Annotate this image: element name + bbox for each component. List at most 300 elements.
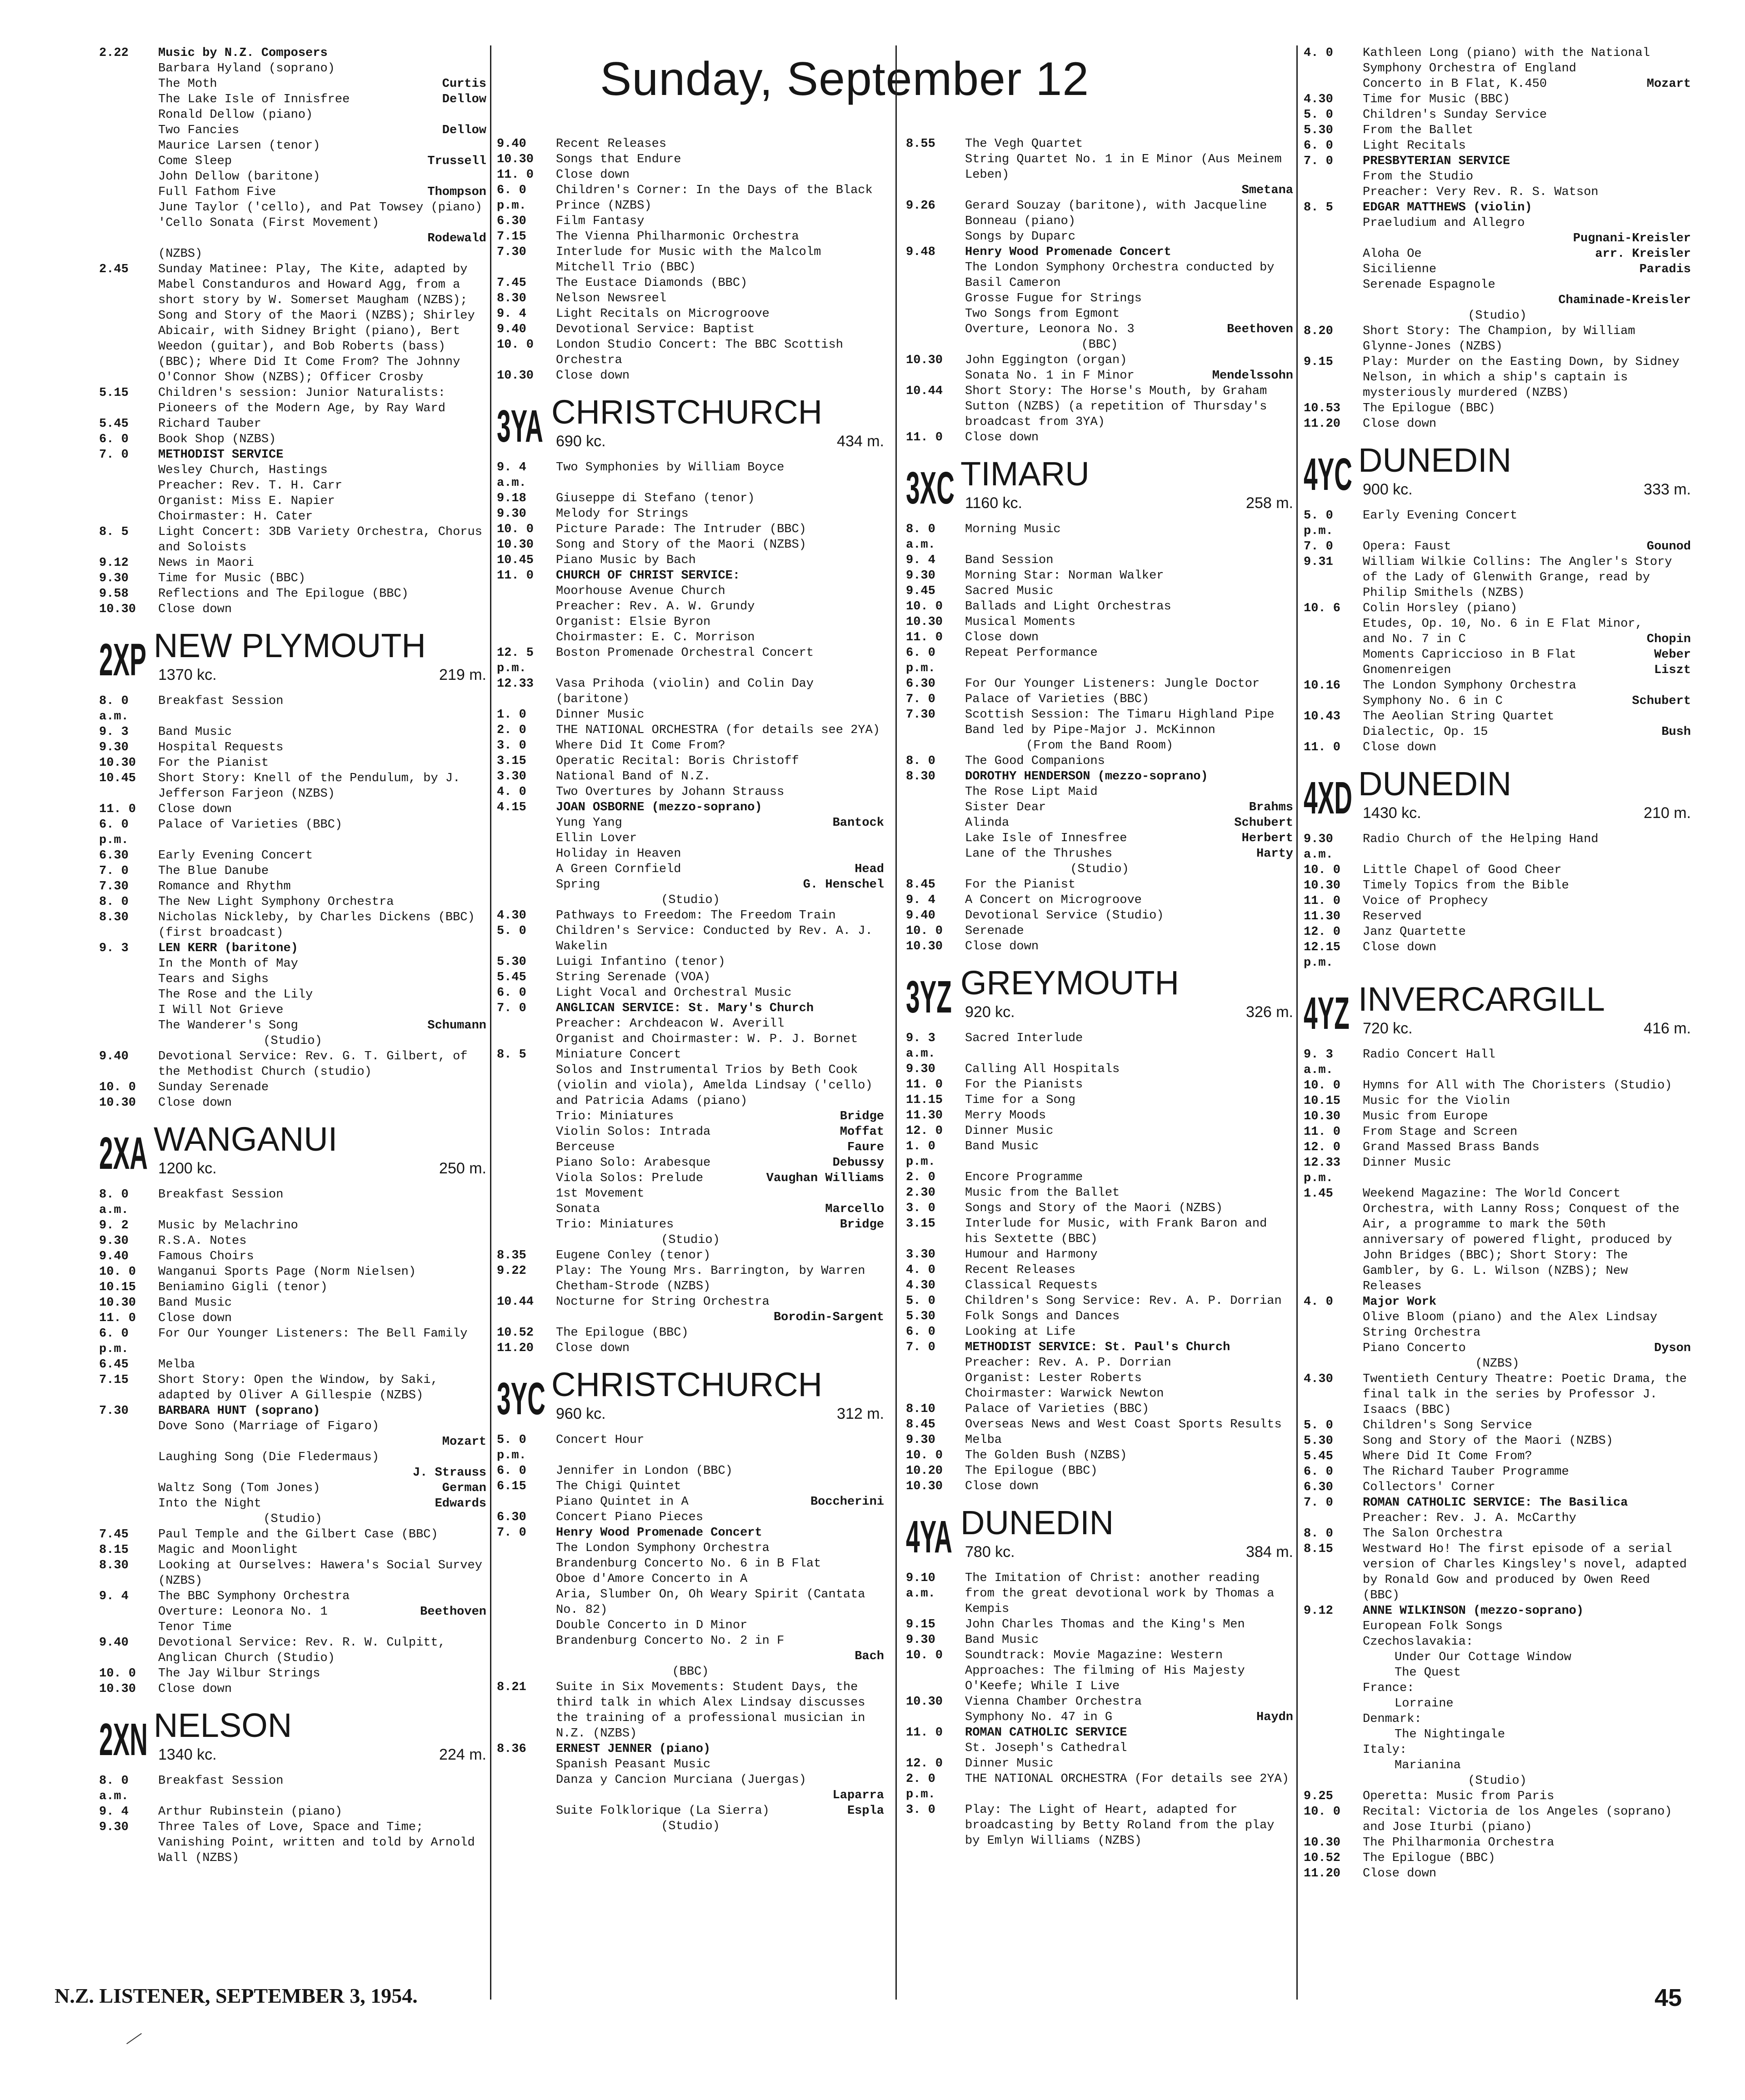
program-title: Early Evening Concert bbox=[1363, 509, 1518, 523]
program-time: 5. 0 bbox=[1304, 1419, 1333, 1432]
program-entry bbox=[1304, 1140, 1691, 1155]
program-title: Operatic Recital: Boris Christoff bbox=[556, 754, 799, 768]
program-entry bbox=[497, 306, 884, 322]
program-title: Music by N.Z. Composers bbox=[158, 46, 328, 60]
program-title: Close down bbox=[158, 1682, 232, 1696]
program-entry bbox=[906, 707, 1293, 738]
program-item bbox=[906, 831, 1293, 846]
program-title: Radio Church of the Helping Hand bbox=[1363, 833, 1599, 846]
program-entry bbox=[906, 1077, 1293, 1092]
program-entry bbox=[1304, 539, 1691, 554]
program-title: Vasa Prihoda (violin) and Colin Day (baritone) bbox=[556, 677, 814, 706]
program-time: 7. 0 bbox=[1304, 1496, 1333, 1510]
program-time: 4. 0 bbox=[906, 1263, 935, 1277]
station-wavelength: 224 m. bbox=[439, 1746, 486, 1763]
program-title: Palace of Varieties (BBC) bbox=[965, 1402, 1150, 1416]
program-time: 6.30 bbox=[99, 849, 129, 863]
program-time: 9.15 bbox=[906, 1618, 935, 1631]
program-time: 11.20 bbox=[1304, 1867, 1341, 1881]
program-entry bbox=[99, 1804, 486, 1820]
program-composer: Gounod bbox=[1646, 540, 1691, 554]
station-frequency: 920 kc. bbox=[965, 1003, 1015, 1021]
program-entry bbox=[906, 1448, 1293, 1463]
program-entry bbox=[497, 183, 884, 214]
program-item bbox=[906, 322, 1293, 337]
program-entry bbox=[99, 724, 486, 740]
station-wavelength: 326 m. bbox=[1246, 1003, 1293, 1021]
program-time: 10. 0 bbox=[1304, 863, 1341, 877]
program-title: Where Did It Come From? bbox=[556, 739, 725, 753]
station-wavelength: 258 m. bbox=[1246, 494, 1293, 512]
station-wavelength: 210 m. bbox=[1644, 804, 1691, 822]
program-detail: I Will Not Grieve bbox=[158, 1003, 284, 1017]
program-time: 9.30 bbox=[906, 1433, 935, 1447]
program-time: 8. 5 bbox=[497, 1048, 526, 1062]
program-time: 9.30 bbox=[906, 1062, 935, 1076]
program-title: Sunday Matinee: Play, The Kite, adapted by Mabel Constanduros and Howard Agg, from a short story by W. Somerset Maugham (NZBS); Song and Story of the Maori (NZBS); Shirley Abicair, with Sidney Bright (piano), Bert Weedon (guitar), and Bob Roberts (bass) (BBC); Where Did It Come From? The Johnny O'Connor Show (NZBS); Officer Crosby bbox=[158, 263, 475, 384]
program-entry bbox=[497, 753, 884, 769]
program-title: Sacred Interlude bbox=[965, 1032, 1083, 1045]
program-detail: The London Symphony Orchestra conducted by Basil Cameron bbox=[965, 261, 1275, 290]
program-entry bbox=[906, 692, 1293, 707]
program-title: The Blue Danube bbox=[158, 864, 269, 878]
program-entry bbox=[906, 1725, 1293, 1741]
program-entry bbox=[497, 491, 884, 506]
program-time: 3. 0 bbox=[497, 739, 526, 753]
program-time: 8.10 bbox=[906, 1402, 935, 1416]
program-time: 10.52 bbox=[1304, 1851, 1341, 1865]
program-time: 12.33 p.m. bbox=[1304, 1156, 1341, 1185]
program-time: 7.30 bbox=[99, 1404, 129, 1418]
program-title: Song and Story of the Maori (NZBS) bbox=[1363, 1434, 1613, 1448]
item-title: Alinda bbox=[965, 816, 1010, 830]
item-composer: Bach bbox=[855, 1650, 884, 1663]
program-title: William Wilkie Collins: The Angler's Story of the Lady of Glenwith Grange, read by Philip Smithels (NZBS) bbox=[1363, 555, 1672, 600]
program-entry bbox=[906, 1216, 1293, 1247]
program-title: Where Did It Come From? bbox=[1363, 1450, 1532, 1463]
station-name: INVERCARGILL bbox=[1358, 980, 1605, 1018]
station-header bbox=[1304, 442, 1691, 501]
item-composer: Dellow bbox=[442, 93, 486, 106]
program-time: 10.30 bbox=[906, 1695, 943, 1709]
program-time: 11.20 bbox=[1304, 417, 1341, 431]
program-time: 10.20 bbox=[906, 1464, 943, 1478]
program-title: Humour and Harmony bbox=[965, 1248, 1098, 1262]
program-time: 3.15 bbox=[497, 754, 526, 768]
program-entry bbox=[99, 879, 486, 894]
program-title: Close down bbox=[1363, 1867, 1437, 1881]
program-entry bbox=[1304, 678, 1691, 693]
program-time: 11. 0 bbox=[497, 569, 534, 583]
program-source: (Studio) bbox=[1468, 309, 1527, 323]
program-detail: Italy: bbox=[1363, 1743, 1407, 1757]
program-title: Romance and Rhythm bbox=[158, 880, 291, 893]
item-composer: Rodewald bbox=[427, 232, 486, 245]
program-time: 11.20 bbox=[497, 1342, 534, 1355]
station-name: DUNEDIN bbox=[1358, 441, 1512, 479]
program-time: 6. 0 bbox=[1304, 139, 1333, 153]
item-composer: Beethoven bbox=[420, 1605, 486, 1619]
program-entry bbox=[99, 432, 486, 447]
program-title: Interlude for Music, with Frank Baron and his Sextette (BBC) bbox=[965, 1217, 1267, 1246]
program-title: Time for Music (BBC) bbox=[1363, 93, 1510, 106]
program-entry bbox=[906, 1417, 1293, 1432]
program-title: Close down bbox=[158, 603, 232, 616]
program-title: Close down bbox=[556, 369, 630, 383]
program-entry bbox=[497, 1263, 884, 1294]
program-time: 4. 0 bbox=[497, 785, 526, 799]
program-entry bbox=[497, 1479, 884, 1494]
program-entry bbox=[99, 262, 486, 385]
program-title: Gerard Souzay (baritone), with Jacqueline Bonneau (piano) bbox=[965, 199, 1267, 228]
program-title: Light Vocal and Orchestral Music bbox=[556, 986, 792, 1000]
program-time: 10.15 bbox=[99, 1281, 136, 1294]
program-time: 2. 0 bbox=[497, 723, 526, 737]
program-time: 9.45 bbox=[906, 584, 935, 598]
program-entry bbox=[906, 893, 1293, 908]
program-detail: Czechoslavakia: bbox=[1363, 1635, 1474, 1649]
program-time: 9.30 bbox=[99, 572, 129, 585]
program-title: For the Pianist bbox=[158, 756, 269, 770]
station-wavelength: 219 m. bbox=[439, 666, 486, 683]
program-entry bbox=[99, 45, 486, 61]
item-title: Viola Solos: Prelude bbox=[556, 1172, 704, 1185]
program-time: 10.30 bbox=[906, 354, 943, 367]
program-detail: Danza y Cancion Murciana (Juergas) bbox=[556, 1773, 806, 1787]
program-time: 9. 4 bbox=[906, 893, 935, 907]
program-title: For the Pianist bbox=[965, 878, 1076, 892]
program-item bbox=[1304, 632, 1691, 647]
program-time: 11. 0 bbox=[99, 803, 136, 816]
program-detail: Organist and Choirmaster: W. P. J. Bornet bbox=[556, 1033, 858, 1046]
program-entry bbox=[497, 244, 884, 275]
program-entry bbox=[99, 771, 486, 802]
program-time: 10.30 bbox=[99, 756, 136, 770]
program-title: Early Evening Concert bbox=[158, 849, 313, 863]
program-entry bbox=[497, 337, 884, 368]
program-entry bbox=[1304, 354, 1691, 401]
program-time: 5. 0 p.m. bbox=[497, 1433, 526, 1462]
program-time: 10. 0 bbox=[99, 1667, 136, 1681]
program-time: 7.45 bbox=[99, 1528, 129, 1541]
program-title: Looking at Life bbox=[965, 1325, 1076, 1339]
program-detail: Wesley Church, Hastings bbox=[158, 464, 328, 477]
program-time: 1.45 bbox=[1304, 1187, 1333, 1201]
program-title: Pathways to Freedom: The Freedom Train bbox=[556, 909, 836, 923]
program-time: 10.45 bbox=[497, 554, 534, 567]
program-time: 1. 0 bbox=[497, 708, 526, 722]
item-composer: Espla bbox=[847, 1804, 884, 1818]
program-title: JOAN OSBORNE (mezzo-soprano) bbox=[556, 801, 762, 814]
item-title: A Green Cornfield bbox=[556, 863, 681, 876]
program-entry bbox=[99, 894, 486, 910]
program-entry bbox=[99, 755, 486, 771]
item-title: The Lake Isle of Innisfree bbox=[158, 93, 350, 106]
program-time: 10.15 bbox=[1304, 1094, 1341, 1108]
program-title: ANNE WILKINSON (mezzo-soprano) bbox=[1363, 1604, 1584, 1618]
program-time: 4.30 bbox=[497, 909, 526, 923]
station-wavelength: 384 m. bbox=[1246, 1543, 1293, 1561]
program-time: 10. 0 bbox=[497, 523, 534, 536]
program-title: Light Recitals bbox=[1363, 139, 1466, 153]
program-entry bbox=[1304, 1526, 1691, 1541]
program-title: Calling All Hospitals bbox=[965, 1062, 1120, 1076]
program-title: Time for a Song bbox=[965, 1093, 1076, 1107]
program-title: Collectors' Corner bbox=[1363, 1481, 1495, 1494]
program-title: Opera: Faust bbox=[1363, 540, 1451, 554]
program-entry bbox=[497, 923, 884, 954]
program-title: Arthur Rubinstein (piano) bbox=[158, 1805, 343, 1819]
item-title: The Moth bbox=[158, 77, 217, 91]
program-time: 8.30 bbox=[497, 292, 526, 305]
program-time: 8. 5 bbox=[1304, 201, 1333, 214]
program-entry bbox=[99, 1080, 486, 1095]
station-name: CHRISTCHURCH bbox=[551, 393, 823, 431]
program-time: 6. 0 bbox=[497, 1464, 526, 1478]
program-title: From the Ballet bbox=[1363, 124, 1474, 137]
program-title: ERNEST JENNER (piano) bbox=[556, 1742, 711, 1756]
program-entry bbox=[99, 941, 486, 956]
program-title: Famous Choirs bbox=[158, 1250, 254, 1263]
station-frequency: 900 kc. bbox=[1363, 481, 1413, 498]
program-title: Major Work bbox=[1363, 1295, 1437, 1309]
program-title: Encore Programme bbox=[965, 1171, 1083, 1184]
program-entry bbox=[906, 1201, 1293, 1216]
program-item bbox=[497, 1171, 884, 1186]
program-entry bbox=[497, 645, 884, 676]
program-time: 1. 0 p.m. bbox=[906, 1140, 935, 1169]
program-entry bbox=[497, 1741, 884, 1757]
item-title: Lake Isle of Innesfree bbox=[965, 832, 1127, 845]
program-time: 5. 0 bbox=[1304, 108, 1333, 122]
program-time: 10.30 bbox=[906, 940, 943, 953]
program-time: 11.30 bbox=[1304, 910, 1341, 923]
station-name: CHRISTCHURCH bbox=[551, 1366, 823, 1403]
station-header bbox=[906, 1504, 1293, 1563]
program-title: THE NATIONAL ORCHESTRA (For details see 2YA) bbox=[965, 1772, 1289, 1786]
station-header bbox=[906, 455, 1293, 514]
program-time: 4. 0 bbox=[1304, 46, 1333, 60]
program-entry bbox=[497, 1680, 884, 1741]
program-entry bbox=[1304, 601, 1691, 616]
program-title: Devotional Service: Rev. R. W. Culpitt, Anglican Church (Studio) bbox=[158, 1636, 445, 1665]
program-time: 9.30 bbox=[99, 741, 129, 754]
program-entry bbox=[906, 1278, 1293, 1293]
program-entry bbox=[99, 1218, 486, 1233]
program-title: Close down bbox=[965, 940, 1039, 953]
program-time: 8.45 bbox=[906, 1418, 935, 1432]
program-title: Band Music bbox=[158, 1296, 232, 1310]
program-time: 10.30 bbox=[497, 369, 534, 383]
item-composer: Boccherini bbox=[810, 1495, 884, 1509]
item-title: Moments Capriccioso in B Flat bbox=[1363, 648, 1576, 662]
program-detail: The Quest bbox=[1395, 1666, 1461, 1680]
program-title: DOROTHY HENDERSON (mezzo-soprano) bbox=[965, 770, 1208, 783]
program-item bbox=[1304, 76, 1691, 92]
program-entry bbox=[1304, 324, 1691, 354]
program-entry bbox=[906, 1648, 1293, 1694]
program-time: 6. 0 p.m. bbox=[99, 1327, 129, 1356]
program-entry bbox=[497, 460, 884, 491]
program-entry bbox=[1304, 1294, 1691, 1310]
program-detail: Preacher: Rev. T. H. Carr bbox=[158, 479, 343, 493]
program-title: Concert Piano Pieces bbox=[556, 1511, 704, 1524]
program-time: 5.15 bbox=[99, 386, 129, 400]
program-detail: Songs by Duparc bbox=[965, 230, 1076, 244]
program-entry bbox=[99, 555, 486, 571]
program-entry bbox=[99, 524, 486, 555]
program-entry bbox=[906, 584, 1293, 599]
program-title: Eugene Conley (tenor) bbox=[556, 1249, 711, 1262]
program-entry bbox=[99, 863, 486, 879]
program-entry bbox=[497, 954, 884, 970]
program-time: 7. 0 bbox=[99, 448, 129, 462]
program-time: 6.30 bbox=[497, 1511, 526, 1524]
program-title: John Eggington (organ) bbox=[965, 354, 1127, 367]
station-callsign: 3YC bbox=[497, 1373, 545, 1424]
program-title: Looking at Ourselves: Hawera's Social Survey (NZBS) bbox=[158, 1559, 482, 1588]
program-title: The Epilogue (BBC) bbox=[965, 1464, 1098, 1478]
program-time: 10.30 bbox=[1304, 1836, 1341, 1850]
program-title: Morning Star: Norman Walker bbox=[965, 569, 1164, 583]
program-title: Music from the Ballet bbox=[965, 1186, 1120, 1200]
program-title: The Philharmonia Orchestra bbox=[1363, 1836, 1555, 1850]
program-time: 12. 0 bbox=[906, 1757, 943, 1771]
program-detail: Organist: Elsie Byron bbox=[556, 615, 711, 629]
program-time: 9.30 bbox=[497, 507, 526, 521]
item-composer: Head bbox=[855, 863, 884, 876]
program-title: Westward Ho! The first episode of a serial version of Charles Kingsley's novel, adapted by Ronald Gow and produced by Owen Reed (BBC) bbox=[1363, 1542, 1687, 1602]
program-time: 12. 0 bbox=[1304, 925, 1341, 939]
program-time: 3.30 bbox=[497, 770, 526, 783]
program-time: 11. 0 bbox=[906, 431, 943, 444]
program-title: From Stage and Screen bbox=[1363, 1125, 1518, 1139]
program-time: 5.45 bbox=[497, 971, 526, 984]
program-entry bbox=[497, 1047, 884, 1062]
program-entry bbox=[1304, 1789, 1691, 1804]
program-entry bbox=[906, 1262, 1293, 1278]
program-detail: Preacher: Rev. A. W. Grundy bbox=[556, 600, 755, 614]
program-entry bbox=[99, 1326, 486, 1357]
item-composer: Marcello bbox=[825, 1202, 884, 1216]
station-callsign: 3XC bbox=[906, 463, 955, 514]
item-composer: Bantock bbox=[832, 816, 884, 830]
station-frequency: 960 kc. bbox=[556, 1405, 606, 1422]
program-detail: Maurice Larsen (tenor) bbox=[158, 139, 320, 153]
item-title: Sicilienne bbox=[1363, 263, 1437, 276]
program-title: The Epilogue (BBC) bbox=[1363, 402, 1495, 415]
station-frequency: 1340 kc. bbox=[158, 1746, 217, 1763]
program-entry bbox=[906, 1802, 1293, 1849]
item-title: Suite Folklorique (La Sierra) bbox=[556, 1804, 770, 1818]
program-title: Operetta: Music from Paris bbox=[1363, 1790, 1555, 1803]
station-header bbox=[99, 627, 486, 686]
program-entry bbox=[1304, 863, 1691, 878]
program-entry bbox=[906, 645, 1293, 676]
program-entry bbox=[1304, 1541, 1691, 1603]
program-title: Play: The Young Mrs. Barrington, by Warren Chetham-Strode (NZBS) bbox=[556, 1264, 865, 1293]
item-title: Lane of the Thrushes bbox=[965, 847, 1113, 861]
program-time: 10.44 bbox=[906, 384, 943, 398]
item-composer: Chaminade-Kreisler bbox=[1558, 294, 1691, 307]
program-title: Devotional Service: Rev. G. T. Gilbert, of the Methodist Church (studio) bbox=[158, 1050, 468, 1079]
item-composer: Schubert bbox=[1632, 694, 1691, 708]
program-time: 9.40 bbox=[99, 1636, 129, 1650]
item-title: Two Fancies bbox=[158, 124, 240, 137]
station-wavelength: 312 m. bbox=[837, 1405, 884, 1422]
program-entry bbox=[497, 506, 884, 522]
program-time: 10.53 bbox=[1304, 402, 1341, 415]
program-item bbox=[1304, 693, 1691, 709]
program-title: Short Story: The Horse's Mouth, by Graham Sutton (NZBS) (a repetition of Thursday's broadcast from 3YA) bbox=[965, 384, 1267, 429]
program-title: John Charles Thomas and the King's Men bbox=[965, 1618, 1245, 1631]
program-entry bbox=[1304, 1449, 1691, 1464]
program-entry bbox=[906, 1247, 1293, 1262]
program-item bbox=[497, 1310, 884, 1325]
program-title: Dinner Music bbox=[556, 708, 645, 722]
program-time: 6.30 bbox=[497, 214, 526, 228]
program-item bbox=[906, 815, 1293, 831]
program-entry bbox=[497, 723, 884, 738]
program-entry bbox=[497, 136, 884, 152]
program-time: 9.22 bbox=[497, 1264, 526, 1278]
program-title: Melody for Strings bbox=[556, 507, 689, 521]
program-title: Children's Song Service: Rev. A. P. Dorrian bbox=[965, 1294, 1282, 1308]
station-callsign: 4XD bbox=[1304, 773, 1352, 823]
program-entry bbox=[906, 1123, 1293, 1139]
program-detail: Ellin Lover bbox=[556, 832, 637, 845]
program-time: 8.20 bbox=[1304, 324, 1333, 338]
program-title: Boston Promenade Orchestral Concert bbox=[556, 646, 814, 660]
program-entry bbox=[99, 1635, 486, 1666]
program-title: The Jay Wilbur Strings bbox=[158, 1667, 320, 1681]
program-entry bbox=[1304, 107, 1691, 123]
program-entry bbox=[1304, 1155, 1691, 1186]
program-item bbox=[906, 1710, 1293, 1725]
program-entry bbox=[906, 244, 1293, 260]
program-entry bbox=[497, 568, 884, 584]
program-time: 9.58 bbox=[99, 587, 129, 601]
program-source: (Studio) bbox=[1070, 863, 1129, 876]
program-detail: Laughing Song (Die Fledermaus) bbox=[158, 1451, 380, 1464]
program-entry bbox=[497, 1510, 884, 1525]
program-detail: Solos and Instrumental Trios by Beth Cook (violin and viola), Amelda Lindsay ('cello) and Patricia Adams (piano) bbox=[556, 1063, 873, 1108]
program-entry bbox=[906, 769, 1293, 784]
program-title: Voice of Prophecy bbox=[1363, 894, 1488, 908]
item-title: Violin Solos: Intrada bbox=[556, 1125, 711, 1139]
program-time: 10.30 bbox=[99, 1682, 136, 1696]
program-time: 4.30 bbox=[1304, 93, 1333, 106]
program-time: 8.35 bbox=[497, 1249, 526, 1262]
program-detail: John Dellow (baritone) bbox=[158, 170, 320, 184]
program-title: The Epilogue (BBC) bbox=[556, 1326, 689, 1340]
item-composer: Vaughan Williams bbox=[766, 1172, 884, 1185]
station-callsign: 2XP bbox=[99, 634, 146, 685]
program-title: CHURCH OF CHRIST SERVICE: bbox=[556, 569, 740, 583]
program-title: Children's Sunday Service bbox=[1363, 108, 1547, 122]
program-title: Children's Corner: In the Days of the Black Prince (NZBS) bbox=[556, 184, 873, 213]
program-entry bbox=[1304, 1109, 1691, 1124]
program-item bbox=[99, 1604, 486, 1620]
program-entry bbox=[99, 571, 486, 586]
program-entry bbox=[99, 1357, 486, 1372]
station-callsign: 4YZ bbox=[1304, 988, 1350, 1039]
program-entry bbox=[1304, 909, 1691, 924]
program-item bbox=[1304, 724, 1691, 740]
program-entry bbox=[497, 1341, 884, 1356]
program-title: Twentieth Century Theatre: Poetic Drama, the final talk in the series by Professor J. Isaacs (BBC) bbox=[1363, 1372, 1687, 1417]
program-detail: Under Our Cottage Window bbox=[1395, 1651, 1571, 1664]
